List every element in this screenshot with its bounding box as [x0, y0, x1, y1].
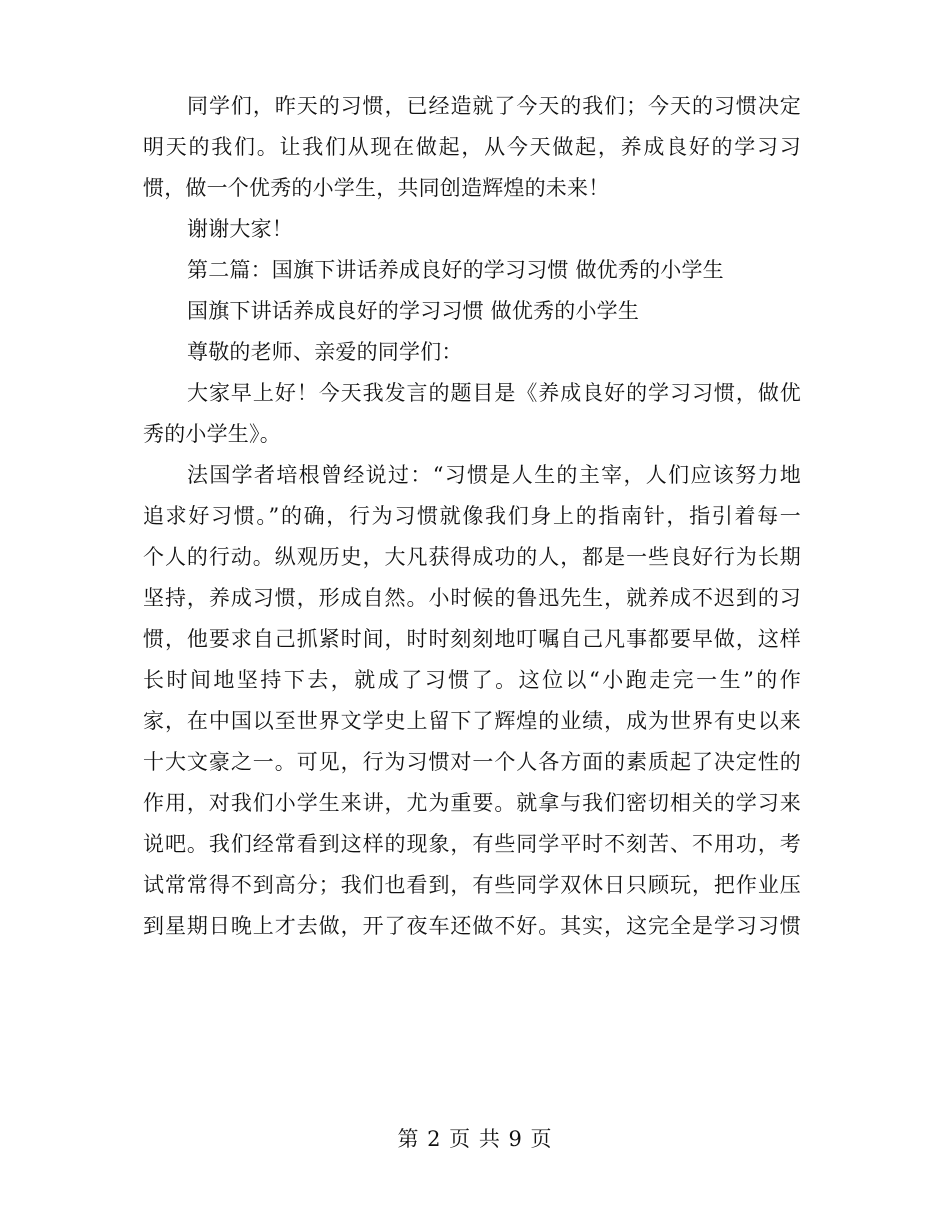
text-line-16: 家，在中国以至世界文学史上留下了辉煌的业绩，成为世界有史以来 [143, 709, 801, 733]
text-line-9: 秀的小学生》。 [143, 422, 281, 446]
text-line-15: 长时间地坚持下去，就成了习惯了。这位以“小跑走完一生”的作 [143, 668, 801, 692]
text-line-13: 坚持，养成习惯，形成自然。小时候的鲁迅先生，就养成不迟到的习 [143, 586, 801, 610]
text-line-2: 明天的我们。让我们从现在做起，从今天做起，养成良好的学习习 [143, 135, 801, 159]
text-line-12: 个人的行动。纵观历史，大凡获得成功的人，都是一些良好行为长期 [143, 545, 801, 569]
text-line-11: 追求好习惯。”的确，行为习惯就像我们身上的指南针，指引着每一 [143, 504, 801, 528]
text-line-10: 法国学者培根曾经说过：“习惯是人生的主宰，人们应该努力地 [187, 463, 801, 487]
text-line-1: 同学们，昨天的习惯，已经造就了今天的我们；今天的习惯决定 [187, 94, 801, 118]
document-body [143, 86, 801, 947]
text-line-14: 惯，他要求自己抓紧时间，时时刻刻地叮嘱自己凡事都要早做，这样 [143, 627, 801, 651]
text-line-3: 惯，做一个优秀的小学生，共同创造辉煌的未来！ [143, 176, 610, 200]
text-line-21: 到星期日晚上才去做，开了夜车还做不好。其实，这完全是学习习惯 [143, 914, 801, 938]
text-line-4: 谢谢大家！ [187, 217, 293, 241]
speech-title: 国旗下讲话养成良好的学习习惯 做优秀的小学生 [187, 299, 640, 323]
salutation: 尊敬的老师、亲爱的同学们： [187, 340, 463, 364]
text-line-17: 十大文豪之一。可见，行为习惯对一个人各方面的素质起了决定性的 [143, 750, 801, 774]
text-line-8: 大家早上好！今天我发言的题目是《养成良好的学习习惯，做优 [187, 381, 801, 405]
section-heading: 第二篇：国旗下讲话养成良好的学习习惯 做优秀的小学生 [187, 258, 724, 282]
text-line-19: 说吧。我们经常看到这样的现象，有些同学平时不刻苦、不用功，考 [143, 832, 801, 856]
page-number-footer: 第 2 页 共 9 页 [397, 1127, 553, 1151]
text-line-20: 试常常得不到高分；我们也看到，有些同学双休日只顾玩，把作业压 [143, 873, 801, 897]
text-line-18: 作用，对我们小学生来讲，尤为重要。就拿与我们密切相关的学习来 [143, 791, 801, 815]
